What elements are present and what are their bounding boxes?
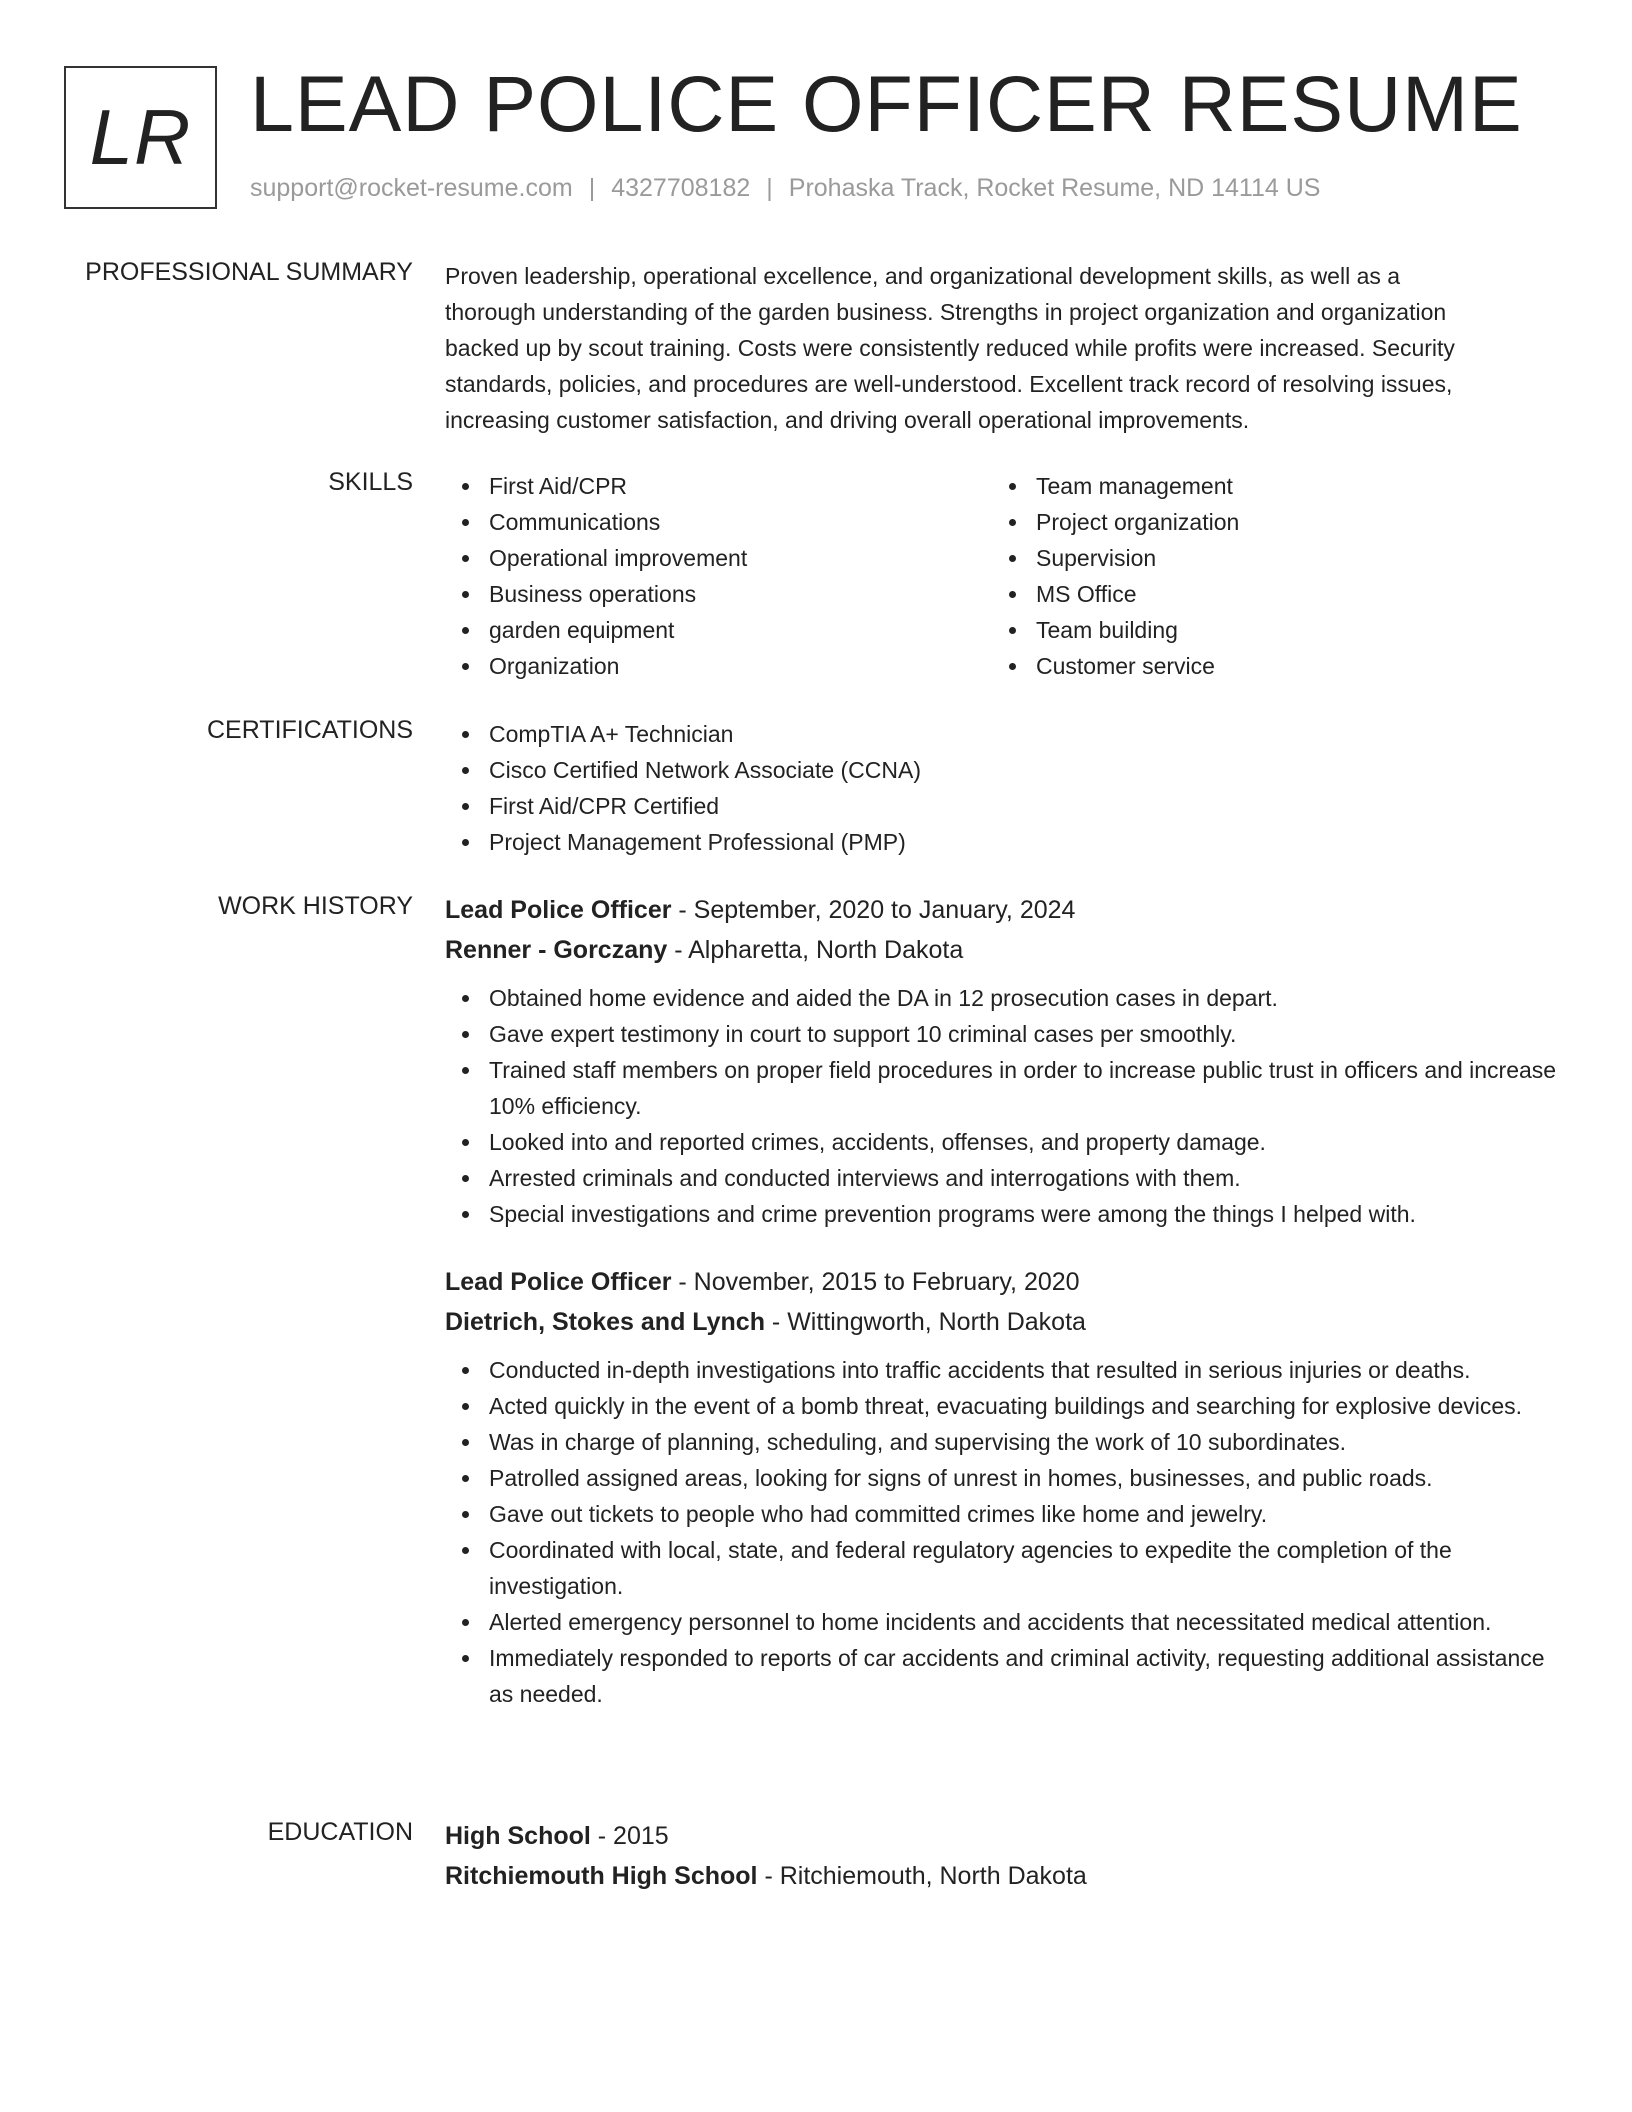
job-duty: Special investigations and crime prevention programs were among the things I helped with.: [445, 1196, 1565, 1232]
work-history-body: [445, 892, 1565, 1712]
job-company-line: [445, 1304, 1565, 1340]
job-duty: Trained staff members on proper field procedures in order to increase public trust in officers and increase 10% efficiency.: [445, 1052, 1565, 1124]
education-label: EDUCATION: [267, 1818, 413, 1846]
skill-item: garden equipment: [445, 612, 992, 648]
summary-label: PROFESSIONAL SUMMARY: [85, 258, 413, 286]
job-duty: Patrolled assigned areas, looking for signs of unrest in homes, businesses, and public roads.: [445, 1460, 1565, 1496]
summary-line: increasing customer satisfaction, and driving overall operational improvements.: [445, 407, 1250, 433]
certification-item: Cisco Certified Network Associate (CCNA): [445, 752, 1565, 788]
education-body: [445, 1818, 1565, 1894]
skill-item: Supervision: [992, 540, 1539, 576]
contact-phone[interactable]: 4327708182: [611, 174, 751, 202]
job-title-line: [445, 892, 1565, 928]
job-duty: Gave expert testimony in court to support 10 criminal cases per smoothly.: [445, 1016, 1565, 1052]
job-dates: - September, 2020 to January, 2024: [671, 896, 1076, 924]
job-duty: Was in charge of planning, scheduling, and supervising the work of 10 subordinates.: [445, 1424, 1565, 1460]
certification-item: CompTIA A+ Technician: [445, 716, 1565, 752]
contact-email[interactable]: support@rocket-resume.com: [250, 174, 573, 202]
job-duty: Obtained home evidence and aided the DA in 12 prosecution cases in depart.: [445, 980, 1565, 1016]
job-location: - Wittingworth, North Dakota: [764, 1308, 1086, 1336]
skills-list-left: [445, 468, 992, 684]
summary-line: backed up by scout training. Costs were consistently reduced while profits were increased. Security: [445, 335, 1455, 361]
job-duty: Arrested criminals and conducted interviews and interrogations with them.: [445, 1160, 1565, 1196]
contact-line: [250, 174, 1320, 203]
job-title-line: [445, 1264, 1565, 1300]
education-degree-line: [445, 1818, 1565, 1854]
job-company-line: [445, 932, 1565, 968]
certifications-list: [445, 716, 1565, 860]
education-location: - Ritchiemouth, North Dakota: [757, 1862, 1087, 1890]
contact-separator: |: [588, 174, 596, 202]
contact-separator: |: [766, 174, 773, 202]
education-year: - 2015: [590, 1822, 669, 1850]
job-title: Lead Police Officer: [445, 896, 672, 924]
summary-line: standards, policies, and procedures are well-understood. Excellent track record of resolving issues,: [445, 371, 1453, 397]
education-school-line: [445, 1858, 1565, 1894]
job-title: Lead Police Officer: [445, 1268, 672, 1296]
education-school: Ritchiemouth High School: [445, 1862, 758, 1890]
job-duty: Immediately responded to reports of car accidents and criminal activity, requesting additional assistance as needed.: [445, 1640, 1565, 1712]
resume-title: LEAD POLICE OFFICER RESUME: [250, 59, 1523, 148]
skill-item: Team management: [992, 468, 1539, 504]
certification-item: Project Management Professional (PMP): [445, 824, 1565, 860]
job-dates: - November, 2015 to February, 2020: [671, 1268, 1080, 1296]
job-duty: Alerted emergency personnel to home incidents and accidents that necessitated medical attention.: [445, 1604, 1565, 1640]
summary-text: [445, 258, 1565, 438]
job-duty: Gave out tickets to people who had committed crimes like home and jewelry.: [445, 1496, 1565, 1532]
skill-item: Organization: [445, 648, 992, 684]
job-location: - Alpharetta, North Dakota: [667, 936, 964, 964]
certifications-body: [445, 716, 1565, 860]
skills-label: SKILLS: [328, 468, 413, 496]
resume-header: [64, 59, 1564, 210]
skill-item: Operational improvement: [445, 540, 992, 576]
skill-item: Project organization: [992, 504, 1539, 540]
job-company: Renner - Gorczany: [445, 936, 668, 964]
skills-list-right: [992, 468, 1539, 684]
skill-item: First Aid/CPR: [445, 468, 992, 504]
job-duty: Looked into and reported crimes, accidents, offenses, and property damage.: [445, 1124, 1565, 1160]
skills-columns: [445, 468, 1565, 684]
skill-item: Customer service: [992, 648, 1539, 684]
job-duty: Acted quickly in the event of a bomb threat, evacuating buildings and searching for explosive devices.: [445, 1388, 1565, 1424]
job-duty: Coordinated with local, state, and federal regulatory agencies to expedite the completion of the investigation.: [445, 1532, 1565, 1604]
job-entry: [445, 1264, 1565, 1712]
skill-item: Team building: [992, 612, 1539, 648]
job-duties-list: [445, 1352, 1565, 1712]
contact-address: Prohaska Track, Rocket Resume, ND 14114 US: [788, 174, 1321, 202]
skill-item: Communications: [445, 504, 992, 540]
certification-item: First Aid/CPR Certified: [445, 788, 1565, 824]
certifications-label: CERTIFICATIONS: [206, 716, 413, 744]
job-duty: Conducted in-depth investigations into traffic accidents that resulted in serious injuries or deaths.: [445, 1352, 1565, 1388]
job-entry: [445, 892, 1565, 1232]
job-duties-list: [445, 980, 1565, 1232]
education-degree: High School: [445, 1822, 591, 1850]
summary-line: Proven leadership, operational excellence, and organizational development skills, as well as a: [445, 263, 1401, 289]
skill-item: MS Office: [992, 576, 1539, 612]
work-history-label: WORK HISTORY: [218, 892, 413, 920]
summary-line: thorough understanding of the garden business. Strengths in project organization and organization: [445, 299, 1447, 325]
job-company: Dietrich, Stokes and Lynch: [445, 1308, 765, 1336]
monogram-initials: LR: [89, 93, 192, 181]
skill-item: Business operations: [445, 576, 992, 612]
monogram-box: [64, 66, 217, 209]
